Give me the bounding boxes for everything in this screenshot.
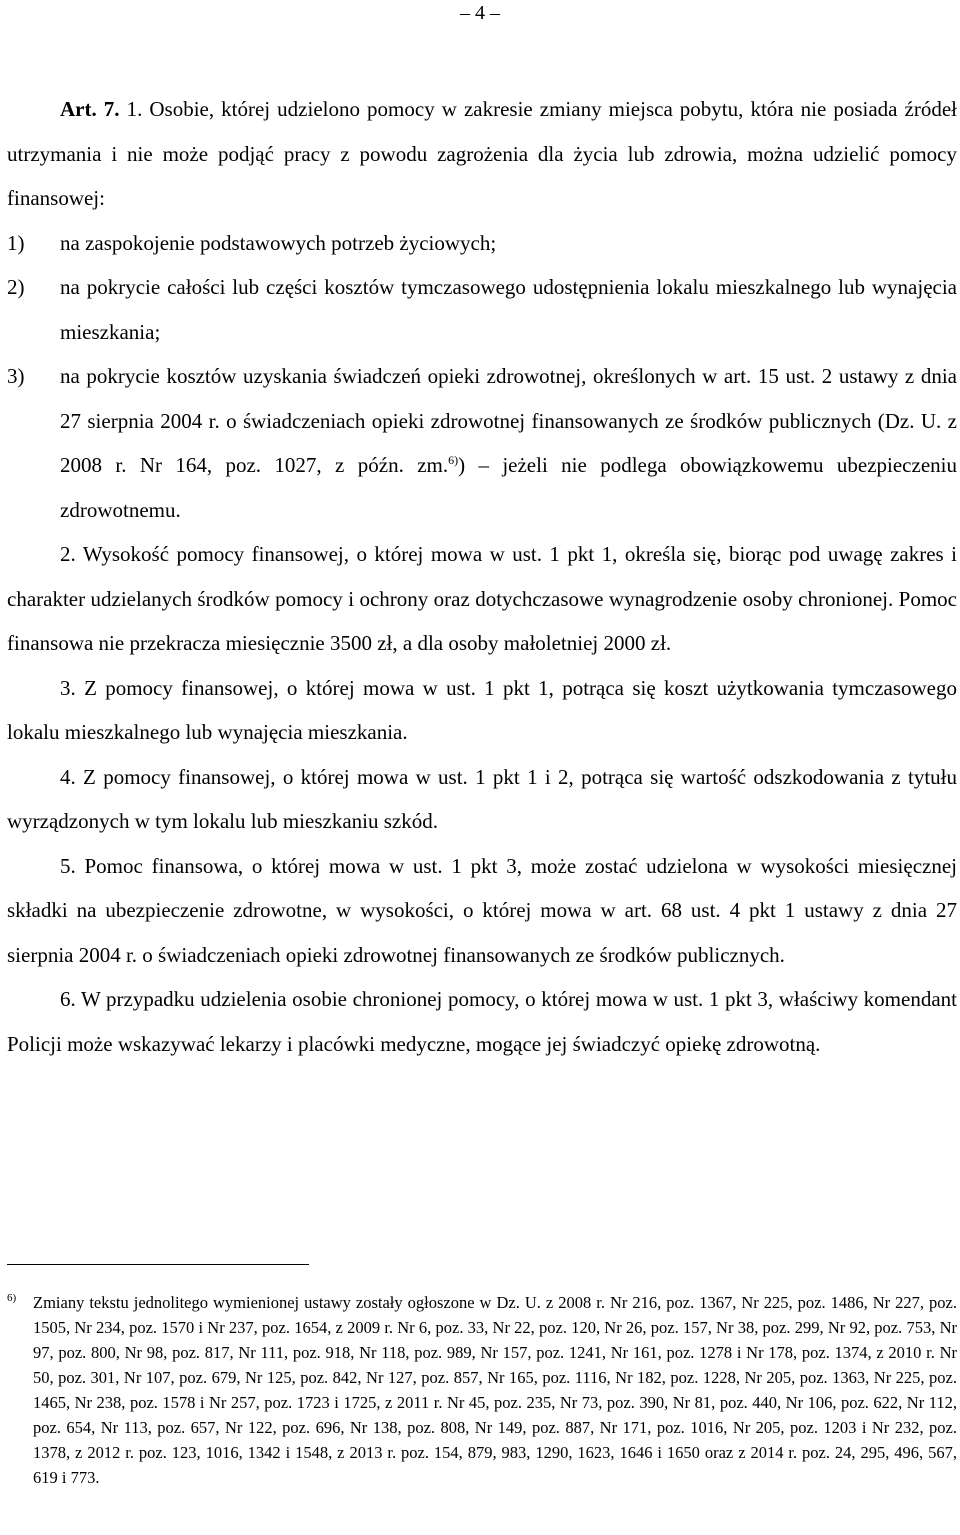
article-paragraph-5: 5. Pomoc finansowa, o której mowa w ust. 1 pkt 3, może zostać udzielona w wysokości miesięcznej składki na ubezpieczenie zdrowotne, w wysokości, o której mowa w art. 68 ust. 4 pkt 1 ustawy z dnia 27 sierpnia 2004 r. o świadczeniach opieki zdrowotnej finansowanych ze środków publicznych. [7,853,957,967]
article-label: Art. 7. [60,97,120,121]
paragraph-1-text: 1. Osobie, której udzielono pomocy w zakresie zmiany miejsca pobytu, która nie posiada źródeł utrzymania i nie może podjąć pracy z powodu zagrożenia dla życia lub zdrowia, można udzielić pomocy finansowej: [7,97,957,210]
item-list [7,221,957,533]
footnote-text: Zmiany tekstu jednolitego wymienionej ustawy zostały ogłoszone w Dz. U. z 2008 r. Nr 216, poz. 1367, Nr 225, poz. 1486, Nr 227, poz. 1505, Nr 234, poz. 1570 i Nr 237, poz. 1654, z 2009 r. Nr 6, poz. 33, Nr 22, poz. 120, Nr 26, poz. 157, Nr 38, poz. 299, Nr 92, poz. 753, Nr 97, poz. 800, Nr 98, poz. 817, Nr 111, poz. 918, Nr 118, poz. 989, Nr 157, poz. 1241, Nr 161, poz. 1278 i Nr 178, poz. 1374, z 2010 r. Nr 50, poz. 301, Nr 107, poz. 679, Nr 125, poz. 842, Nr 127, poz. 857, Nr 165, poz. 1116, Nr 182, poz. 1228, Nr 205, poz. 1363, Nr 225, poz. 1465, Nr 238, poz. 1578 i Nr 257, poz. 1723 i 1725, z 2011 r. Nr 45, poz. 235, Nr 73, poz. 390, Nr 81, poz. 440, Nr 106, poz. 622, Nr 112, poz. 654, Nr 113, poz. 657, Nr 122, poz. 696, Nr 138, poz. 808, Nr 149, poz. 887, Nr 171, poz. 1016, Nr 205, poz. 1203 i Nr 232, poz. 1378, z 2012 r. poz. 123, 1016, 1342 i 1548, z 2013 r. poz. 154, 879, 983, 1290, 1623, 1646 i 1650 oraz z 2014 r. poz. 24, 295, 496, 567, 619 i 773. [33,1293,957,1487]
footnote-separator [7,1264,309,1265]
article-paragraph-2: 2. Wysokość pomocy finansowej, o której mowa w ust. 1 pkt 1, określa się, biorąc pod uwagę zakres i charakter udzielanych środków pomocy i ochrony oraz dotychczasowe wynagrodzenie osoby chronionej. Pomoc finansowa nie przekracza miesięcznie 3500 zł, a dla osoby małoletniej 2000 zł. [7,542,957,655]
item-number: 1) [7,230,25,255]
item-text-tail: ) – jeżeli nie podlega obowiązkowemu ubezpieczeniu zdrowotnemu. [60,453,957,522]
list-item [7,221,957,266]
item-number: 2) [7,275,25,299]
item-text-with-footnote [60,354,957,532]
article-paragraph-3: 3. Z pomocy finansowej, o której mowa w ust. 1 pkt 1, potrąca się koszt użytkowania tymczasowego lokalu mieszkalnego lub wynajęcia mieszkania. [7,675,957,744]
list-item [7,265,957,354]
article-paragraph-6: 6. W przypadku udzielenia osobie chronionej pomocy, o której mowa w ust. 1 pkt 3, właściwy komendant Policji może wskazywać lekarzy i placówki medyczne, mogące jej świadczyć opiekę zdrowotną. [7,987,957,1056]
footnote [7,1290,957,1490]
article-paragraph-1 [7,87,957,221]
item-number: 3) [7,364,25,388]
item-text: na zaspokojenie podstawowych potrzeb życiowych; [60,230,497,255]
footnote-marker: 6) [7,1292,17,1304]
article-body [7,87,957,1066]
item-text: na pokrycie całości lub części kosztów tymczasowego udostępnienia lokalu mieszkalnego lub wynajęcia mieszkania; [60,275,957,344]
page-number: – 4 – [460,2,500,24]
article-paragraph-4: 4. Z pomocy finansowej, o której mowa w ust. 1 pkt 1 i 2, potrąca się wartość odszkodowania z tytułu wyrządzonych w tym lokalu lub mieszkaniu szkód. [7,764,957,833]
footnote-reference[interactable]: 6) [448,453,459,467]
item-text: na pokrycie kosztów uzyskania świadczeń opieki zdrowotnej, określonych w art. 15 ust. 2 ustawy z dnia 27 sierpnia 2004 r. o świadczeniach opieki zdrowotnej finansowanych ze środków publicznych (Dz. U. z 2008 r. Nr 164, poz. 1027, z późn. zm. [60,364,957,477]
list-item [7,354,957,532]
